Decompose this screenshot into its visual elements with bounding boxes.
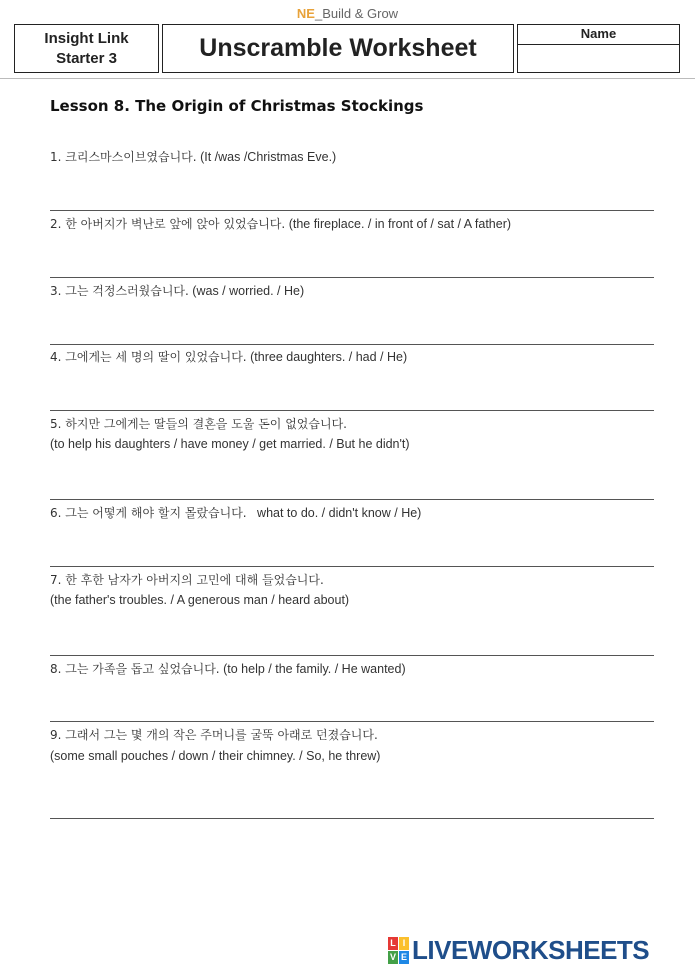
question-ko: 3. 그는 걱정스러웠습니다. [50,284,189,298]
answer-line-3[interactable] [50,344,654,345]
publisher-logo-text: Build & Grow [322,6,399,21]
question-9-ko [50,726,378,743]
question-words: (to help / the family. / He wanted) [219,662,406,676]
question-ko: 7. 한 후한 남자가 아버지의 고민에 대해 들었습니다. [50,573,324,587]
question-words: (some small pouches / down / their chimney. / So, he threw) [50,749,381,763]
answer-line-5[interactable] [50,499,654,500]
question-ko: 8. 그는 가족을 돕고 싶었습니다. [50,662,220,676]
question-9-words [50,749,380,763]
question-7-words [50,593,349,607]
question-words: (was / worried. / He) [188,284,305,298]
name-box [517,24,680,73]
answer-line-8[interactable] [50,721,654,722]
question-ko: 6. 그는 어떻게 해야 할지 몰랐습니다. [50,506,247,520]
publisher-logo-ne: NE [296,6,315,21]
question-4 [50,348,407,365]
answer-line-6[interactable] [50,566,654,567]
answer-line-4[interactable] [50,410,654,411]
header-divider [0,78,695,79]
worksheet-title-box [162,24,514,73]
question-words: (three daughters. / had / He) [246,350,408,364]
course-name: Insight Link [44,29,129,47]
question-ko: 5. 하지만 그에게는 딸들의 결혼을 도울 돈이 없었습니다. [50,417,347,431]
question-5-words [50,437,410,451]
liveworksheets-logo [388,936,649,964]
question-6 [50,504,421,521]
name-label: Name [518,25,679,45]
question-ko: 4. 그에게는 세 명의 딸이 있었습니다. [50,350,247,364]
live-icon-letter: I [399,937,409,950]
answer-line-1[interactable] [50,210,654,211]
course-level: Starter 3 [56,49,117,67]
answer-line-7[interactable] [50,655,654,656]
liveworksheets-wordmark: LIVEWORKSHEETS [412,934,650,965]
question-ko: 1. 크리스마스이브였습니다. [50,150,197,164]
answer-line-2[interactable] [50,277,654,278]
question-1 [50,148,336,165]
live-icon-letter: V [389,951,396,962]
live-icon-letter: E [400,951,407,962]
question-words: (the father's troubles. / A generous man / heard about) [50,593,350,607]
question-ko: 2. 한 아버지가 벽난로 앞에 앉아 있었습니다. [50,217,286,231]
question-words: what to do. / didn't know / He) [246,506,422,520]
question-8 [50,660,406,677]
question-5-ko [50,415,347,432]
question-7-ko [50,571,324,588]
publisher-logo-underscore: _ [314,6,323,21]
name-input-area[interactable] [518,45,679,72]
live-icon-letter: L [388,937,398,950]
question-ko: 9. 그래서 그는 몇 개의 작은 주머니를 굴뚝 아래로 던졌습니다. [50,728,378,742]
live-icon [388,937,409,964]
course-box [14,24,159,73]
lesson-title: Lesson 8. The Origin of Christmas Stockings [50,97,424,115]
worksheet-title: Unscramble Worksheet [199,34,477,62]
question-2 [50,215,511,232]
answer-line-9[interactable] [50,818,654,819]
question-words: (to help his daughters / have money / get married. / But he didn't) [50,437,410,451]
question-3 [50,282,304,299]
question-words: (the fireplace. / in front of / sat / A father) [285,217,512,231]
publisher-logo [0,6,695,21]
question-words: (It /was /Christmas Eve.) [196,150,337,164]
